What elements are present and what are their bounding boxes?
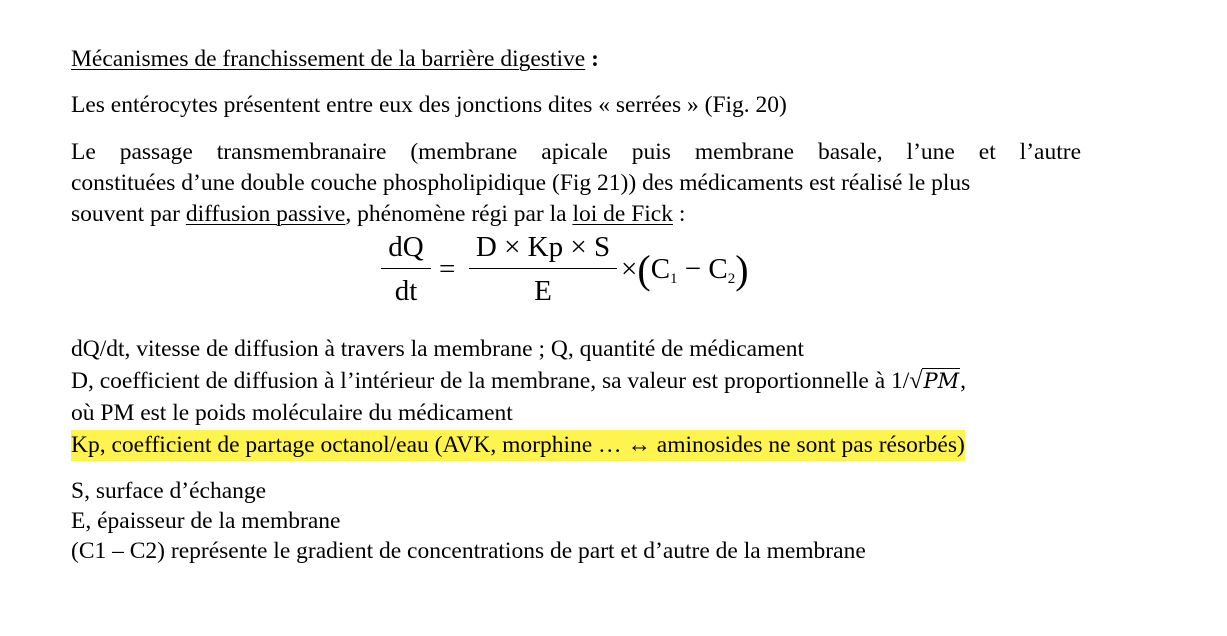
definition-dqdt: dQ/dt, vitesse de diffusion à travers la membrane ; Q, quantité de médicament: [71, 336, 805, 362]
lhs-numerator: dQ: [388, 231, 424, 263]
rhs-fraction: [469, 229, 617, 309]
fick-equation: [381, 229, 801, 313]
times-sign: ×: [621, 253, 638, 285]
definition-s: S, surface d’échange: [71, 478, 267, 504]
loi-de-fick-term: loi de Fick: [572, 201, 673, 227]
c2: C: [708, 253, 728, 285]
sqrt-radicand: PM: [923, 369, 960, 393]
c1: C: [650, 253, 671, 285]
definition-e: E, épaisseur de la membrane: [71, 508, 341, 534]
definition-pm: où PM est le poids moléculaire du médicament: [71, 400, 513, 426]
text-segment: D, coefficient de diffusion à l’intérieur de la membrane, sa valeur est proportionnelle à 1/: [71, 368, 910, 394]
sqrt-symbol: √: [909, 368, 923, 394]
definition-kp: [71, 430, 965, 460]
text-segment: :: [672, 201, 686, 227]
text-segment: ,: [960, 368, 966, 394]
minus-sign: −: [684, 253, 702, 285]
paragraph-passage-line2: constituées d’une double couche phospholipidique (Fig 21)) des médicaments est réalisé le plus: [71, 170, 971, 196]
definition-gradient: (C1 – C2) représente le gradient de concentrations de part et d’autre de la membrane: [71, 538, 866, 564]
diffusion-passive-term: diffusion passive: [185, 201, 346, 227]
fraction-bar: [381, 268, 431, 269]
rhs-denominator: E: [534, 275, 552, 307]
equals-sign: =: [439, 253, 456, 285]
text-segment: souvent par: [71, 201, 186, 227]
rhs-numerator: D × Kp × S: [475, 231, 611, 263]
paragraph-passage-line1: Le passage transmembranaire (membrane apicale puis membrane basale, l’une et l’autre: [71, 139, 1081, 165]
fraction-bar: [469, 268, 617, 269]
concentration-term: $\times(C_1 - C_2)$: [621, 247, 749, 292]
lhs-fraction: [381, 229, 431, 309]
heading-text: Mécanismes de franchissement de la barrière digestive: [71, 46, 586, 72]
heading-colon: :: [585, 46, 599, 72]
paragraph-enterocytes: Les entérocytes présentent entre eux des jonctions dites « serrées » (Fig. 20): [71, 92, 787, 118]
text-segment: , phénomène régi par la: [345, 201, 573, 227]
definition-d: [71, 366, 966, 396]
highlighted-text: Kp, coefficient de partage octanol/eau (AVK, morphine … ↔ aminosides ne sont pas résorbés): [71, 430, 965, 461]
c2-subscript: 2: [727, 271, 736, 287]
paragraph-passage-line3: [71, 199, 685, 229]
sqrt-pm: [909, 366, 960, 396]
section-heading: [71, 44, 599, 74]
c1-subscript: 1: [670, 271, 678, 287]
lhs-denominator: dt: [394, 275, 418, 307]
